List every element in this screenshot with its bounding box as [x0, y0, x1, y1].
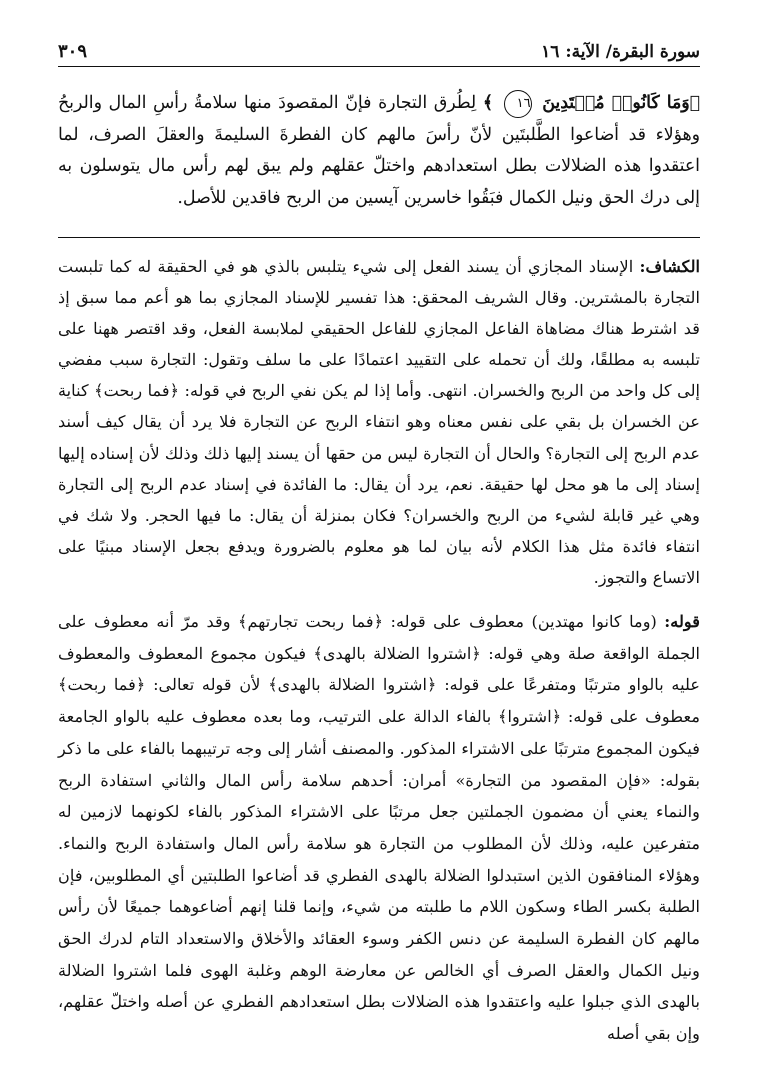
gloss-text: (وما كانوا مهتدين) معطوف على قوله: ﴿فما ربحت تجارتهم﴾ وقد مرّ أنه معطوف على الجملة الواقعة صلة وهي قوله: ﴿اشتروا الضلالة بالهدى﴾ فيكون مجموع المعطوف والمعطوف عليه بالواو مترتبًا ومتفرعًا على قوله: ﴿اشتروا الضلالة بالهدى﴾ لأن قوله تعالى: ﴿فما ربحت﴾ معطوف على قوله: ﴿اشتروا﴾ بالفاء الدالة على الترتيب، وما بعده معطوف عليه بالواو الجامعة فيكون المجموع مترتبًا على الاشتراء المذكور. والمصنف أشار إلى وجه ترتيبهما بالفاء على ما ذكر بقوله: «فإن المقصود من التجارة» أمران: أحدهم سلامة رأس المال والثاني استفادة الربح والنماء يعني أن مضمون الجملتين جعل مرتبًا على الاشتراء المذكور بالفاء لكونهما لازمين له متفرعين عليه، وذلك لأن المطلوب من التجارة هو سلامة رأس المال واستفادة الربح والنماء. وهؤلاء المنافقون الذين استبدلوا الضلالة بالهدى الفطري قد أضاعوا الطلبتين أي المطلوبين، فإن الطلبة بكسر الطاء وسكون اللام ما طلبته من شيء، وإنما قلنا إنهم أضاعوهما جميعًا لأن رأس مالهم كان الفطرة السليمة عن دنس الكفر وسوء العقائد والأخلاق والاستعداد التام لدرك الحق ونيل الكمال والعقل الصرف أي الخالص عن معارضة الوهم وغلبة الهوى فلما اشتروا الضلالة بالهدى الذي جبلوا عليه واعتقدوا هذه الضلالات بطل استعدادهم الفطري عن أصله واختلّ عقلهم، وإن بقي أصله	[58, 612, 700, 1044]
running-header	[58, 34, 700, 67]
surah-verse-title: سورة البقرة/ الآية: ١٦	[541, 42, 700, 62]
commentary-text: لِطُرق التجارة فإنّ المقصودَ منها سلامةُ رأسِ المال والربحُ وهؤلاء قد أضاعوا الطَّلبتَين لأنّ رأسَ مالهم كان الفطرةَ السليمةَ والعقلَ الصرف، لما اعتقدوا هذه الضلالات بطل استعدادهم واختلّ عقلهم ولم يبق لهم رأس مال يتوسلون به إلى درك الحق ونيل الكمال فبَقُوا خاسرين آيسين من الربح فاقدين للأصل.	[58, 93, 700, 208]
footnote-text: الإسناد المجازي أن يسند الفعل إلى شيء يتلبس بالذي هو في الحقيقة له كما تلبست التجارة بالمشترين. وقال الشريف المحقق: هذا تفسير للإسناد المجازي بما هو أعم مما سبق إذ قد اشترط هناك مضاهاة الفاعل المجازي للفاعل الحقيقي لملابسة الفعل، وقد اقتصر ههنا على تلبسه به مطلقًا، ولك أن تحمله على التقييد اعتمادًا على ما سلف وتقول: التجارة سبب مفضي إلى كل واحد من الربح والخسران. انتهى. وأما إذا لم يكن نفي الربح في قوله: ﴿فما ربحت﴾ كناية عن الخسران بل بقي على نفس معناه وهو انتفاء الربح عن التجارة فلا يرد أن يقال كيف أسند عدم الربح إلى التجارة؟ والحال أن التجارة ليس من حقها أن يسند إليها ذلك وذلك لأن إسناده إليها إسناد إلى ما هو محل لها حقيقة. نعم، يرد أن يقال: ما الفائدة في إسناد عدم الربح إلى التجارة وهي غير قابلة لشيء من الربح والخسران؟ فكان بمنزلة أن يقال: ما فيها الحجر. ولا شك في انتفاء فائدة مثل هذا الكلام لأنه بيان لما هو معلوم بالضرورة ويدفع بجعل الإسناد مبنيًا على الاتساع والتجوز.	[58, 257, 700, 587]
footnote-divider	[58, 237, 700, 238]
quran-verse: ﴿وَمَا كَانُوا۟ مُهۡتَدِينَ	[542, 93, 701, 113]
page-number: ٣٠٩	[58, 41, 88, 62]
gloss-label: قوله:	[664, 612, 700, 631]
main-commentary	[58, 88, 700, 214]
quran-verse-close: ﴾	[482, 93, 493, 113]
kashshaf-footnote	[58, 251, 700, 593]
footnote-label: الكشاف:	[639, 257, 700, 276]
ayah-number-marker: ١٦	[504, 90, 532, 118]
gloss-section	[58, 606, 700, 1050]
